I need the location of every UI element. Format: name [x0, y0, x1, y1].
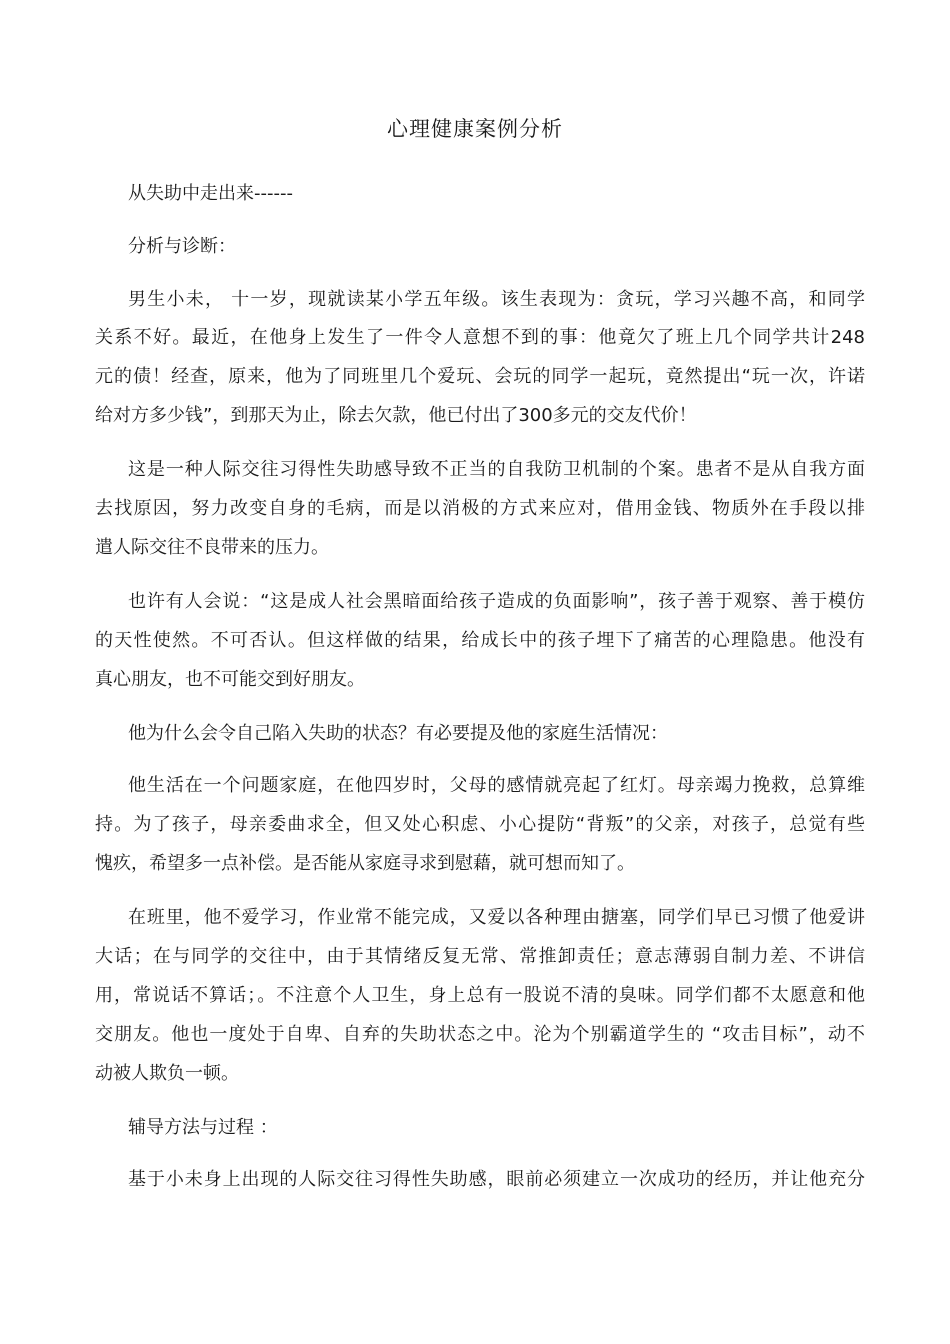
paragraph-line: 他生活在一个问题家庭，在他四岁时，父母的感情就亮起了红灯。母亲竭力挽救，总算维	[128, 775, 865, 796]
paragraph-line: 遣人际交往不良带来的压力。	[95, 537, 329, 558]
paragraph-line: 真心朋友，也不可能交到好朋友。	[95, 669, 365, 690]
paragraph-line: 给对方多少钱”，到那天为止，除去欠款，他已付出了300多元的交友代价！	[95, 405, 697, 426]
paragraph-line: 他为什么会令自己陷入失助的状态？有必要提及他的家庭生活情况：	[128, 723, 668, 744]
subtitle: 从失助中走出来------	[128, 183, 293, 204]
paragraph-line: 这是一种人际交往习得性失助感导致不正当的自我防卫机制的个案。患者不是从自我方面	[128, 459, 865, 480]
paragraph-line: 男生小未， 十一岁，现就读某小学五年级。该生表现为：贪玩，学习兴趣不高，和同学	[128, 289, 865, 310]
paragraph-line: 愧疚，希望多一点补偿。是否能从家庭寻求到慰藉，就可想而知了。	[95, 853, 635, 874]
paragraph-line: 也许有人会说：“这是成人社会黑暗面给孩子造成的负面影响”，孩子善于观察、善于模仿	[128, 591, 865, 612]
paragraph-line: 关系不好。最近，在他身上发生了一件令人意想不到的事：他竟欠了班上几个同学共计248	[95, 327, 865, 348]
paragraph-line: 动被人欺负一顿。	[95, 1063, 239, 1084]
section-heading-method: 辅导方法与过程 ：	[128, 1117, 278, 1138]
paragraph-line: 用，常说话不算话；。不注意个人卫生，身上总有一股说不清的臭味。同学们都不太愿意和他	[95, 985, 865, 1006]
paragraph-line: 元的债！经查，原来，他为了同班里几个爱玩、会玩的同学一起玩，竟然提出“玩一次，许诺	[95, 366, 865, 387]
paragraph-line: 大话；在与同学的交往中，由于其情绪反复无常、常推卸责任；意志薄弱自制力差、不讲信	[95, 946, 865, 967]
paragraph-line: 基于小未身上出现的人际交往习得性失助感，眼前必须建立一次成功的经历，并让他充分	[128, 1169, 865, 1190]
paragraph-line: 在班里，他不爱学习，作业常不能完成，又爱以各种理由搪塞，同学们早已习惯了他爱讲	[128, 907, 865, 928]
document-title: 心理健康案例分析	[387, 117, 563, 141]
paragraph-line: 去找原因，努力改变自身的毛病，而是以消极的方式来应对，借用金钱、物质外在手段以排	[95, 498, 865, 519]
section-heading-analysis: 分析与诊断：	[128, 236, 236, 257]
paragraph-line: 的天性使然。不可否认。但这样做的结果，给成长中的孩子埋下了痛苦的心理隐患。他没有	[95, 630, 865, 651]
paragraph-line: 持。为了孩子，母亲委曲求全，但又处心积虑、小心提防“背叛”的父亲，对孩子，总觉有些	[95, 814, 865, 835]
paragraph-line: 交朋友。他也一度处于自卑、自弃的失助状态之中。沦为个别霸道学生的 “攻击目标”，动不	[95, 1024, 865, 1045]
